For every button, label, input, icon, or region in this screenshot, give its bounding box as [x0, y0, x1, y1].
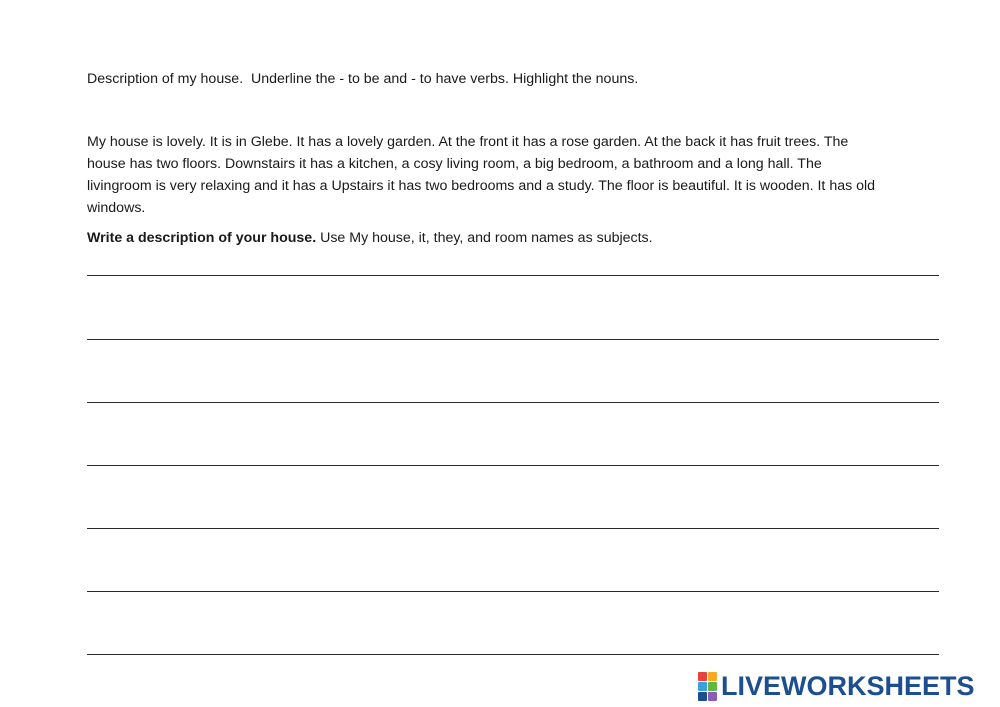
answer-line[interactable] — [87, 402, 939, 403]
answer-line[interactable] — [87, 465, 939, 466]
passage-line: windows. — [87, 200, 146, 216]
answer-line[interactable] — [87, 654, 939, 655]
writing-prompt-rest: Use My house, it, they, and room names as subjects. — [316, 230, 653, 246]
worksheet-instruction: Description of my house. Underline the - to be and - to have verbs. Highlight the nouns. — [87, 71, 639, 87]
logo-square — [698, 672, 707, 681]
passage-line: My house is lovely. It is in Glebe. It has a lovely garden. At the front it has a rose garden. At the back it has fruit trees. The — [87, 134, 849, 150]
passage-line: livingroom is very relaxing and it has a Upstairs it has two bedrooms and a study. The floor is beautiful. It is wooden. It has old — [87, 178, 876, 194]
answer-line[interactable] — [87, 275, 939, 276]
writing-prompt-bold: Write a description of your house. — [87, 230, 317, 246]
passage-line: house has two floors. Downstairs it has a kitchen, a cosy living room, a big bedroom, a bathroom and a long hall. The — [87, 156, 822, 172]
writing-prompt — [87, 229, 653, 247]
liveworksheets-logo-icon — [698, 672, 717, 701]
liveworksheets-brand-text: LIVEWORKSHEETS — [721, 671, 975, 701]
logo-square — [698, 682, 707, 691]
answer-line[interactable] — [87, 528, 939, 529]
answer-line[interactable] — [87, 339, 939, 340]
answer-line[interactable] — [87, 591, 939, 592]
house-description-passage — [87, 131, 957, 219]
logo-square — [708, 692, 717, 701]
liveworksheets-brand — [698, 671, 975, 701]
logo-square — [708, 672, 717, 681]
logo-square — [708, 682, 717, 691]
logo-square — [698, 692, 707, 701]
